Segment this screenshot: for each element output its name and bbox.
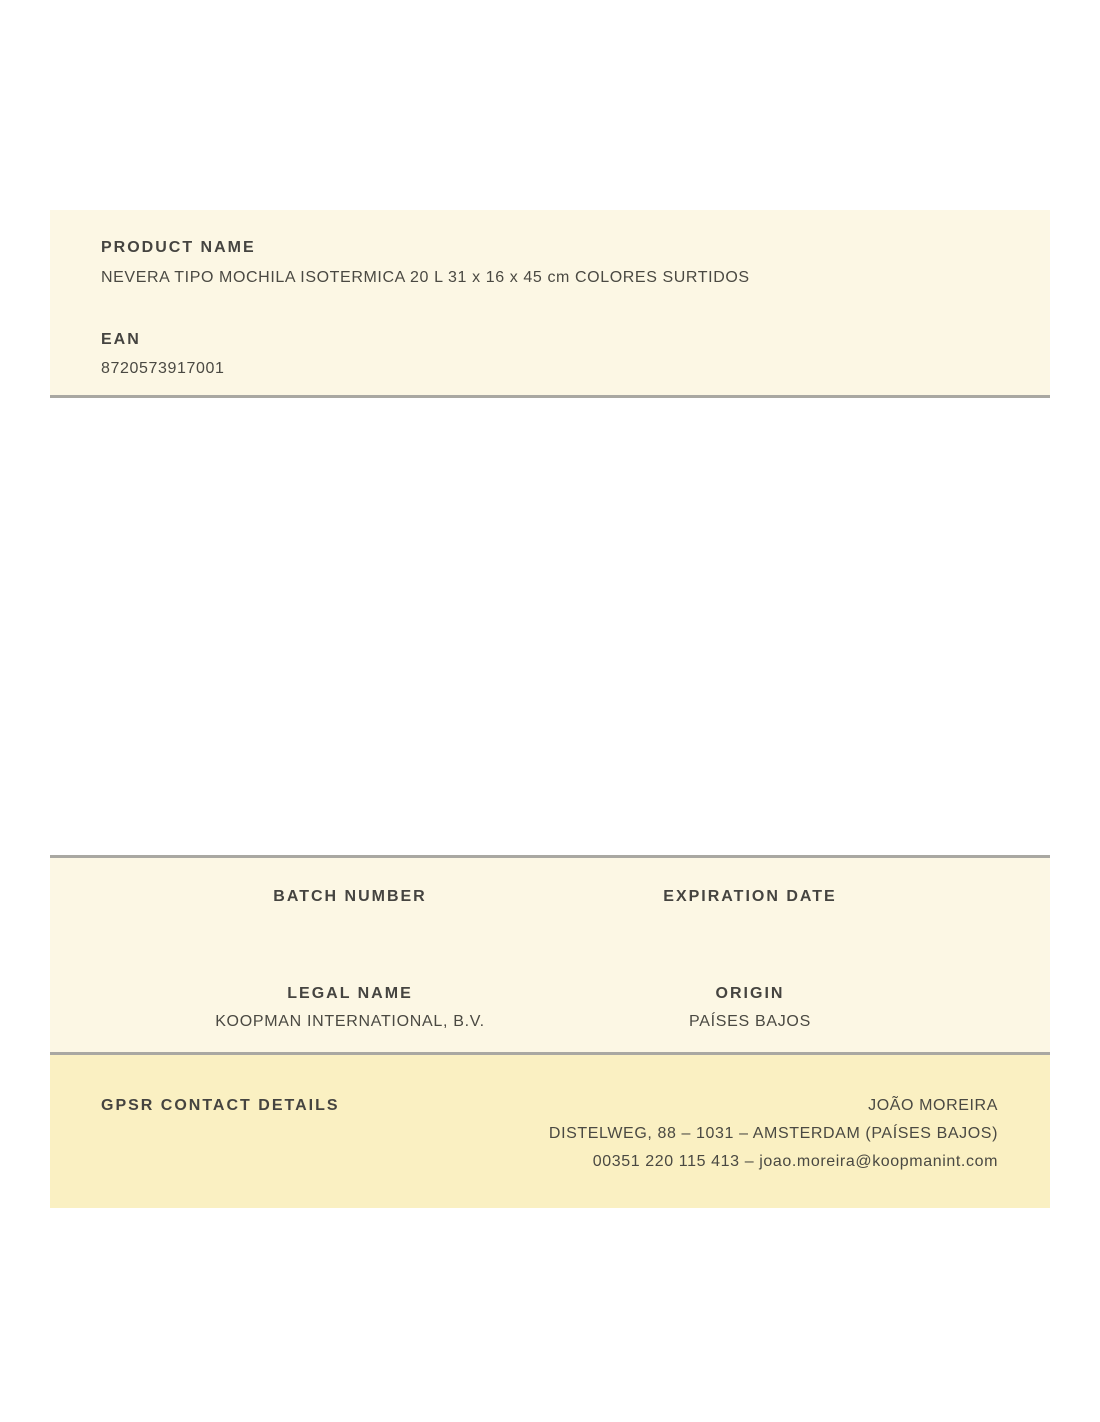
origin-field xyxy=(550,984,950,1032)
origin-value: PAÍSES BAJOS xyxy=(689,1013,811,1030)
product-section xyxy=(50,210,1050,398)
contact-address: DISTELWEG, 88 – 1031 – AMSTERDAM (PAÍSES BAJOS) xyxy=(548,1125,998,1142)
contact-name: JOÃO MOREIRA xyxy=(868,1097,998,1114)
batch-grid xyxy=(150,887,950,1032)
contact-phone-email: 00351 220 115 413 – joao.moreira@koopmanint.com xyxy=(592,1153,998,1170)
batch-number-label: BATCH NUMBER xyxy=(273,888,427,905)
legal-name-label: LEGAL NAME xyxy=(287,985,413,1002)
product-name-label: PRODUCT NAME xyxy=(101,239,256,256)
ean-field xyxy=(101,330,999,379)
gpsr-contact-title: GPSR CONTACT DETAILS xyxy=(101,1097,340,1114)
product-name-field xyxy=(101,238,999,288)
expiration-date-label: EXPIRATION DATE xyxy=(663,888,837,905)
batch-number-field xyxy=(150,887,550,915)
legal-name-field xyxy=(150,984,550,1032)
contact-details-block xyxy=(549,1096,998,1172)
ean-label: EAN xyxy=(101,331,141,348)
legal-name-value: KOOPMAN INTERNATIONAL, B.V. xyxy=(215,1013,485,1030)
ean-value: 8720573917001 xyxy=(101,360,225,377)
product-name-value: NEVERA TIPO MOCHILA ISOTERMICA 20 L 31 x 16 x 45 cm COLORES SURTIDOS xyxy=(101,269,750,286)
expiration-date-field xyxy=(550,887,950,915)
origin-label: ORIGIN xyxy=(715,985,785,1002)
gpsr-contact-section xyxy=(50,1055,1050,1208)
batch-origin-section xyxy=(50,855,1050,1055)
